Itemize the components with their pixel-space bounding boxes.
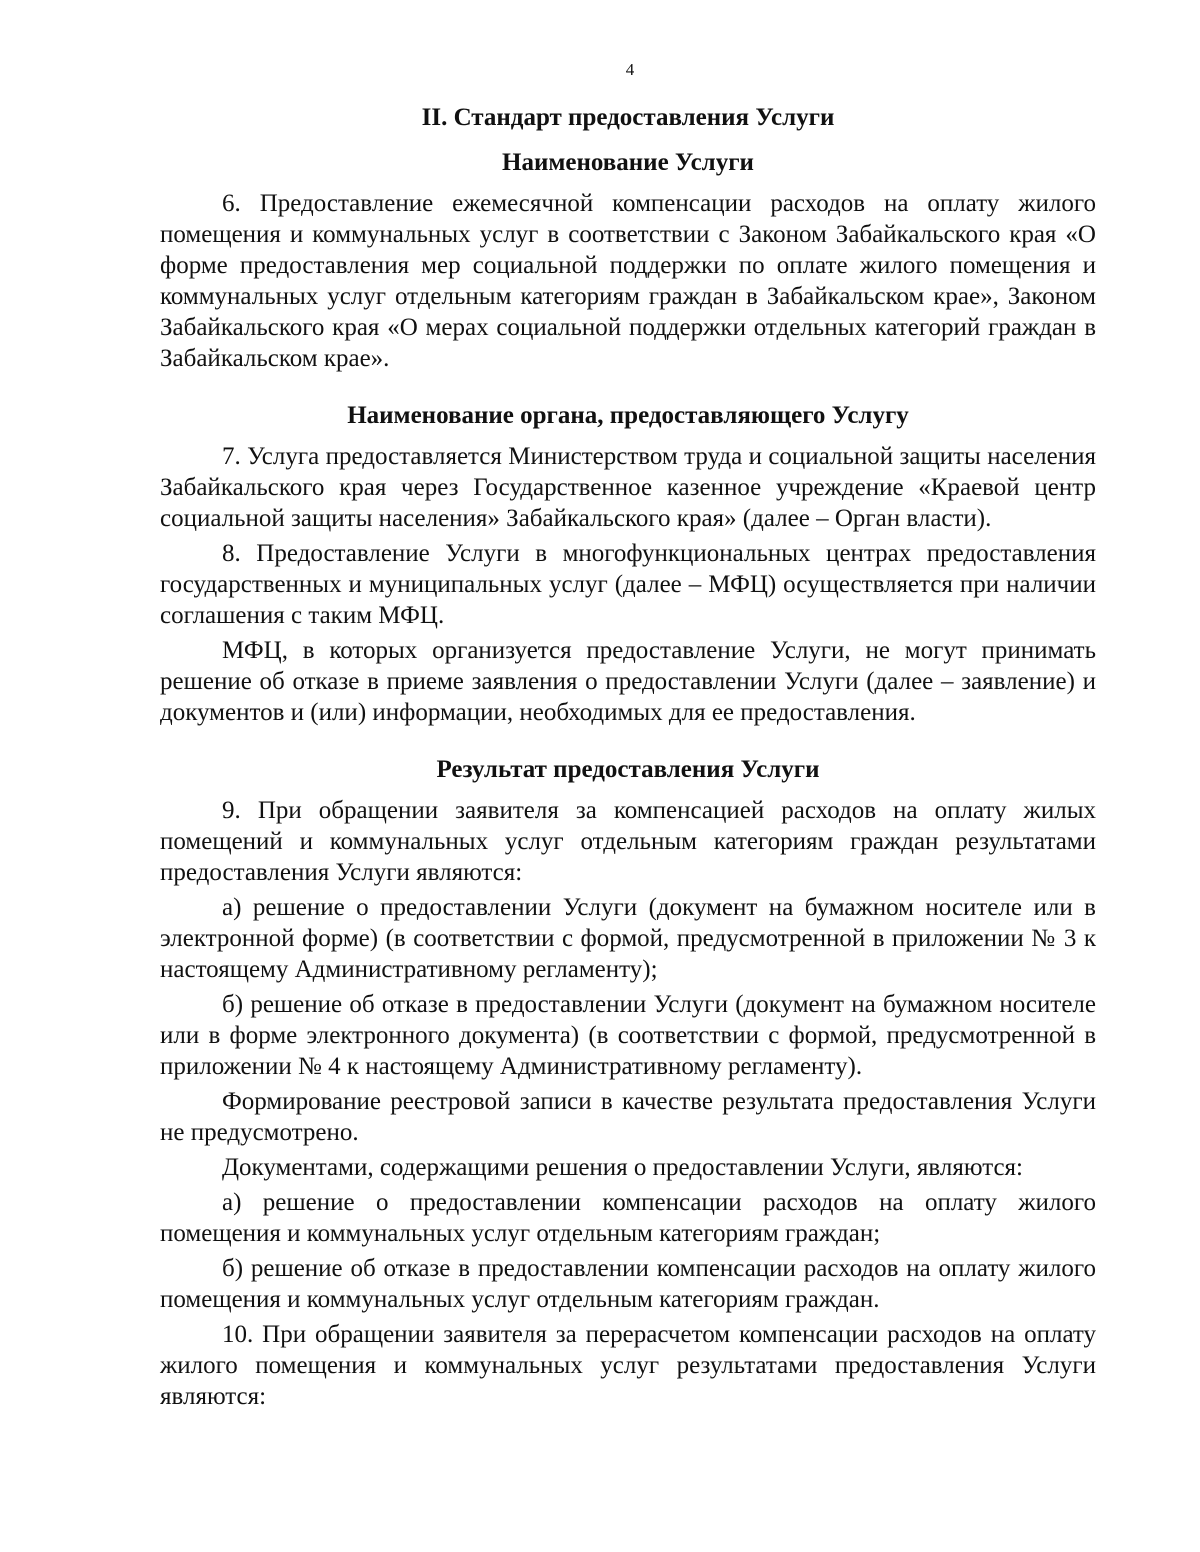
paragraph-9-docs: Документами, содержащими решения о предоставлении Услуги, являются:	[222, 1154, 1023, 1181]
heading-service-name: Наименование Услуги	[502, 149, 754, 176]
paragraph-8-mfc: МФЦ, в которых организуется предоставление Услуги, не могут принимать решение об отказе в приеме заявления о предоставлении Услуги (далее – заявление) и документов и (или) информации, необходимых для ее предоставления.	[160, 637, 1096, 726]
paragraph-9-docs-b: б) решение об отказе в предоставлении компенсации расходов на оплату жилого помещения и коммунальных услуг отдельным категориям граждан.	[160, 1255, 1096, 1313]
heading-authority: Наименование органа, предоставляющего Услугу	[347, 402, 909, 429]
heading-result: Результат предоставления Услуги	[436, 756, 820, 783]
paragraph-9-registry: Формирование реестровой записи в качестве результата предоставления Услуги не предусмотрено.	[160, 1088, 1096, 1146]
paragraph-7: 7. Услуга предоставляется Министерством труда и социальной защиты населения Забайкальского края через Государственное казенное учреждение «Краевой центр социальной защиты населения» Забайкальского края» (далее – Орган власти).	[160, 443, 1096, 532]
section-title: II. Стандарт предоставления Услуги	[421, 104, 835, 131]
paragraph-9: 9. При обращении заявителя за компенсацией расходов на оплату жилых помещений и коммунальных услуг отдельным категориям граждан результатами предоставления Услуги являются:	[160, 797, 1096, 886]
paragraph-9-b: б) решение об отказе в предоставлении Услуги (документ на бумажном носителе или в форме электронного документа) (в соответствии с формой, предусмотренной в приложении № 4 к настоящему Административному регламенту).	[160, 991, 1096, 1080]
paragraph-6: 6. Предоставление ежемесячной компенсации расходов на оплату жилого помещения и коммунальных услуг в соответствии с Законом Забайкальского края «О форме предоставления мер социальной поддержки по оплате жилого помещения и коммунальных услуг отдельным категориям граждан в Забайкальском крае», Законом Забайкальского края «О мерах социальной поддержки отдельных категорий граждан в Забайкальском крае».	[160, 190, 1096, 372]
paragraph-9-a: а) решение о предоставлении Услуги (документ на бумажном носителе или в электронной форме) (в соответствии с формой, предусмотренной в приложении № 3 к настоящему Административному регламенту);	[160, 894, 1096, 983]
paragraph-8: 8. Предоставление Услуги в многофункциональных центрах предоставления государственных и муниципальных услуг (далее – МФЦ) осуществляется при наличии соглашения с таким МФЦ.	[160, 540, 1096, 629]
document-body	[160, 102, 1096, 1416]
page-number: 4	[625, 60, 635, 79]
paragraph-9-docs-a: а) решение о предоставлении компенсации расходов на оплату жилого помещения и коммунальных услуг отдельным категориям граждан;	[160, 1189, 1096, 1247]
paragraph-10: 10. При обращении заявителя за перерасчетом компенсации расходов на оплату жилого помещения и коммунальных услуг результатами предоставления Услуги являются:	[160, 1321, 1096, 1410]
